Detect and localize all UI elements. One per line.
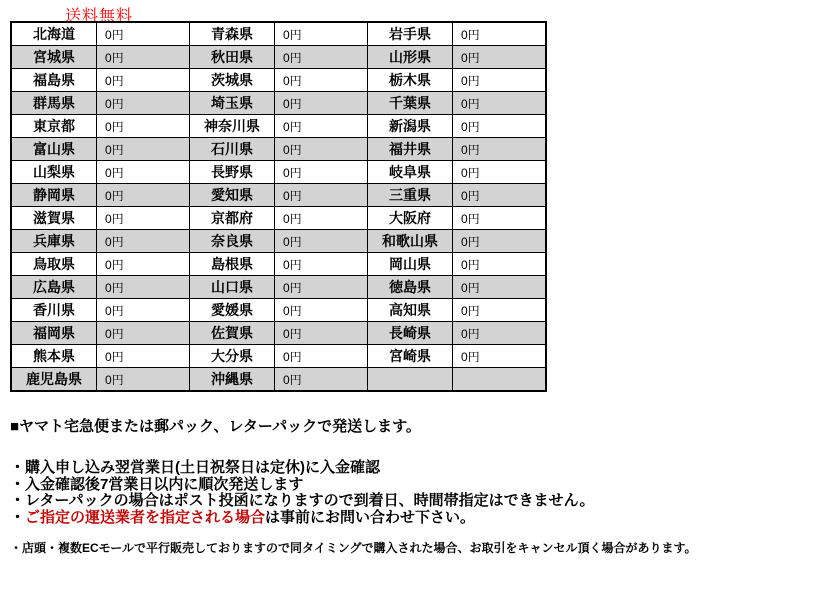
prefecture-cell: 岡山県: [368, 253, 453, 276]
prefecture-cell: 香川県: [11, 299, 97, 322]
prefecture-cell: 兵庫県: [11, 230, 97, 253]
bullet-text-segment: ・レターパックの場合はポスト投函になりますので到着日、時間帯指定はできません。: [10, 492, 595, 509]
fee-cell: 0円: [97, 161, 190, 184]
fee-cell: 0円: [97, 22, 190, 46]
fee-cell: 0円: [453, 253, 547, 276]
prefecture-cell: 沖縄県: [190, 368, 275, 392]
fee-cell: 0円: [97, 207, 190, 230]
prefecture-cell: 愛知県: [190, 184, 275, 207]
fee-cell: 0円: [453, 138, 547, 161]
fee-table-row: [11, 69, 546, 92]
fee-cell: 0円: [97, 322, 190, 345]
fee-table-row: [11, 22, 546, 46]
prefecture-cell: 大分県: [190, 345, 275, 368]
fee-cell: 0円: [275, 138, 368, 161]
prefecture-cell: 鹿児島県: [11, 368, 97, 392]
prefecture-cell: 栃木県: [368, 69, 453, 92]
prefecture-cell: 京都府: [190, 207, 275, 230]
prefecture-cell: 東京都: [11, 115, 97, 138]
prefecture-cell: 高知県: [368, 299, 453, 322]
fee-cell: 0円: [453, 115, 547, 138]
fee-table-row: [11, 115, 546, 138]
fee-cell: 0円: [97, 138, 190, 161]
fee-cell: 0円: [453, 46, 547, 69]
fee-table-row: [11, 299, 546, 322]
fee-table-row: [11, 253, 546, 276]
prefecture-cell: 茨城県: [190, 69, 275, 92]
shipping-note-bullet: [10, 477, 595, 494]
shipping-fee-table: [10, 21, 547, 392]
fee-cell: 0円: [97, 253, 190, 276]
fee-cell: 0円: [275, 69, 368, 92]
fee-cell: 0円: [97, 230, 190, 253]
prefecture-cell: 石川県: [190, 138, 275, 161]
fee-cell: 0円: [275, 184, 368, 207]
prefecture-cell: 富山県: [11, 138, 97, 161]
fee-table-row: [11, 322, 546, 345]
fee-cell: 0円: [453, 69, 547, 92]
fee-cell: 0円: [275, 92, 368, 115]
fee-cell: 0円: [275, 115, 368, 138]
prefecture-cell: 青森県: [190, 22, 275, 46]
fee-cell: 0円: [453, 161, 547, 184]
fee-cell: 0円: [275, 299, 368, 322]
fee-table-row: [11, 230, 546, 253]
fee-cell: 0円: [453, 207, 547, 230]
fee-cell: 0円: [97, 184, 190, 207]
prefecture-cell: 和歌山県: [368, 230, 453, 253]
prefecture-cell: 秋田県: [190, 46, 275, 69]
fee-table-row: [11, 161, 546, 184]
prefecture-cell: 長崎県: [368, 322, 453, 345]
prefecture-cell: 三重県: [368, 184, 453, 207]
prefecture-cell: 大阪府: [368, 207, 453, 230]
prefecture-cell: 島根県: [190, 253, 275, 276]
fee-cell: 0円: [97, 115, 190, 138]
prefecture-cell: 千葉県: [368, 92, 453, 115]
fee-cell: 0円: [453, 230, 547, 253]
fee-cell: 0円: [275, 253, 368, 276]
fee-cell: 0円: [97, 368, 190, 392]
prefecture-cell: 宮城県: [11, 46, 97, 69]
prefecture-cell: 福井県: [368, 138, 453, 161]
fee-cell: 0円: [275, 46, 368, 69]
bullet-text-segment: ・: [10, 508, 26, 526]
prefecture-cell: 新潟県: [368, 115, 453, 138]
prefecture-cell: 埼玉県: [190, 92, 275, 115]
fee-table-row: [11, 138, 546, 161]
fee-table-row: [11, 276, 546, 299]
fee-cell: 0円: [97, 92, 190, 115]
fee-cell: 0円: [453, 345, 547, 368]
fee-table-row: [11, 92, 546, 115]
bullet-text-segment: ・入金確認後7営業日以内に順次発送します: [10, 475, 304, 493]
fee-cell: 0円: [97, 276, 190, 299]
prefecture-cell: 熊本県: [11, 345, 97, 368]
prefecture-cell: 静岡県: [11, 184, 97, 207]
fee-cell: 0円: [453, 322, 547, 345]
fee-cell: 0円: [275, 345, 368, 368]
red-emphasis-text: ご指定の運送業者を指定される場合: [25, 508, 266, 526]
fee-cell: 0円: [97, 46, 190, 69]
shipping-note-bullet: [10, 510, 595, 527]
prefecture-cell: 愛媛県: [190, 299, 275, 322]
prefecture-cell: 山口県: [190, 276, 275, 299]
prefecture-cell: 北海道: [11, 22, 97, 46]
prefecture-cell: 広島県: [11, 276, 97, 299]
fee-cell: [453, 368, 547, 392]
shipping-fee-table-body: [11, 22, 546, 391]
fee-table-row: [11, 207, 546, 230]
prefecture-cell: 群馬県: [11, 92, 97, 115]
shipping-method-heading: ■ヤマト宅急便または郵パック、レターパックで発送します。: [10, 418, 421, 435]
prefecture-cell: 神奈川県: [190, 115, 275, 138]
fee-cell: 0円: [275, 230, 368, 253]
fee-cell: 0円: [97, 69, 190, 92]
shipping-note-bullet: [10, 460, 595, 477]
fee-cell: 0円: [453, 22, 547, 46]
prefecture-cell: 鳥取県: [11, 253, 97, 276]
parallel-sales-footnote: ・店頭・複数ECモールで平行販売しておりますので同タイミングで購入された場合、お取引をキャンセル頂く場合があります。: [10, 541, 697, 555]
fee-cell: 0円: [97, 299, 190, 322]
bullet-text-segment: ・購入申し込み翌営業日(土日祝祭日は定休)に入金確認: [10, 459, 380, 476]
prefecture-cell: 岐阜県: [368, 161, 453, 184]
fee-table-row: [11, 46, 546, 69]
prefecture-cell: [368, 368, 453, 392]
prefecture-cell: 福島県: [11, 69, 97, 92]
bullet-text-segment: は事前にお問い合わせ下さい。: [265, 508, 476, 526]
fee-cell: 0円: [275, 322, 368, 345]
free-shipping-label: 送料無料: [65, 8, 134, 25]
prefecture-cell: 徳島県: [368, 276, 453, 299]
fee-table-row: [11, 184, 546, 207]
fee-table-row: [11, 368, 546, 392]
fee-cell: 0円: [275, 368, 368, 392]
fee-cell: 0円: [97, 345, 190, 368]
fee-table-row: [11, 345, 546, 368]
prefecture-cell: 長野県: [190, 161, 275, 184]
fee-cell: 0円: [275, 22, 368, 46]
fee-cell: 0円: [453, 184, 547, 207]
prefecture-cell: 佐賀県: [190, 322, 275, 345]
fee-cell: 0円: [453, 92, 547, 115]
fee-cell: 0円: [453, 299, 547, 322]
fee-cell: 0円: [275, 276, 368, 299]
prefecture-cell: 岩手県: [368, 22, 453, 46]
fee-cell: 0円: [275, 161, 368, 184]
shipping-notes-list: [10, 460, 595, 526]
prefecture-cell: 滋賀県: [11, 207, 97, 230]
prefecture-cell: 福岡県: [11, 322, 97, 345]
prefecture-cell: 山梨県: [11, 161, 97, 184]
fee-cell: 0円: [453, 276, 547, 299]
prefecture-cell: 奈良県: [190, 230, 275, 253]
prefecture-cell: 山形県: [368, 46, 453, 69]
shipping-note-bullet: [10, 493, 595, 510]
fee-cell: 0円: [275, 207, 368, 230]
prefecture-cell: 宮崎県: [368, 345, 453, 368]
